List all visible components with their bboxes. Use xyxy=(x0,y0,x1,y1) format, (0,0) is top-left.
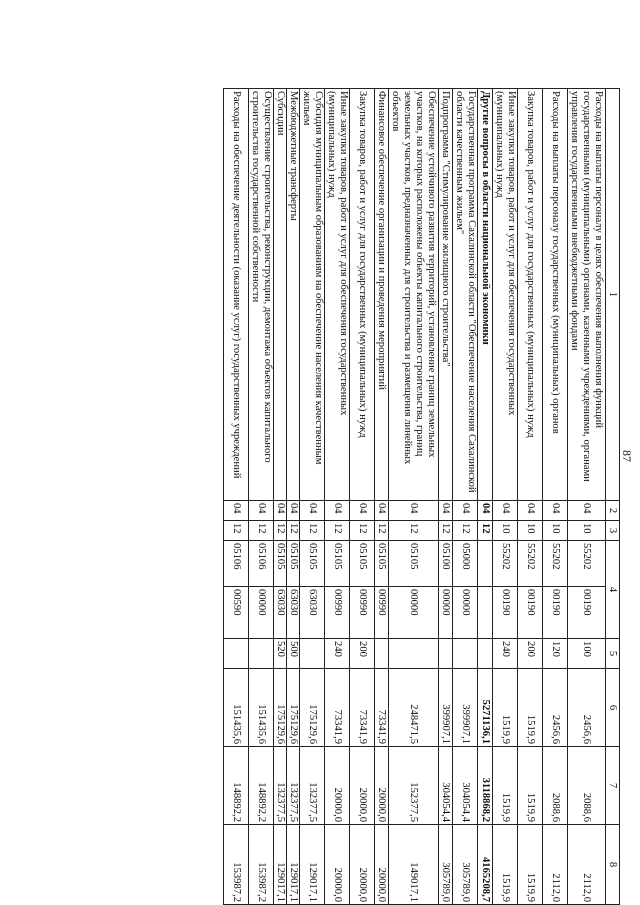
row-description: Иные закупки товаров, работ и услуг для обеспечения государственных (муниципальных) нужд xyxy=(493,89,518,501)
row-amount-col7: 20000,0 xyxy=(375,747,389,825)
row-subsection-code: 12 xyxy=(224,521,249,541)
row-target-direction-code: 00190 xyxy=(568,587,606,639)
row-expense-type-code xyxy=(249,639,274,669)
row-amount-col8: 2112,0 xyxy=(568,825,606,905)
row-description: Подпрограмма "Стимулирование жилищного строительства" xyxy=(439,89,453,501)
row-target-direction-code: 00990 xyxy=(375,587,389,639)
row-amount-col7: 2088,6 xyxy=(543,747,568,825)
row-amount-col8: 20000,0 xyxy=(325,825,350,905)
row-expense-type-code xyxy=(375,639,389,669)
row-expense-type-code xyxy=(389,639,439,669)
row-target-article-code: 05105 xyxy=(350,541,375,587)
row-description: Субсидии xyxy=(274,89,287,501)
row-subsection-code: 12 xyxy=(325,521,350,541)
row-amount-col8: 153987,2 xyxy=(249,825,274,905)
row-target-direction-code xyxy=(478,587,493,639)
col-header-6: 6 xyxy=(606,669,620,747)
row-target-direction-code: 63030 xyxy=(274,587,287,639)
row-expense-type-code xyxy=(224,639,249,669)
row-expense-type-code: 500 xyxy=(287,639,300,669)
row-amount-col7: 152377,5 xyxy=(389,747,439,825)
row-target-article-code: 05106 xyxy=(249,541,274,587)
table-row xyxy=(224,89,249,905)
row-expense-type-code: 240 xyxy=(493,639,518,669)
row-amount-col6: 73341,9 xyxy=(350,669,375,747)
row-amount-col6: 5271136,1 xyxy=(478,669,493,747)
row-description: Государственная программа Сахалинской области "Обеспечение населения Сахалинской области качественным жильем" xyxy=(453,89,478,501)
row-subsection-code: 12 xyxy=(274,521,287,541)
row-target-direction-code: 00590 xyxy=(224,587,249,639)
row-amount-col7: 132377,5 xyxy=(300,747,325,825)
row-expense-type-code xyxy=(478,639,493,669)
row-subsection-code: 12 xyxy=(287,521,300,541)
row-section-code: 04 xyxy=(543,501,568,521)
row-subsection-code: 12 xyxy=(300,521,325,541)
row-target-direction-code: 00000 xyxy=(389,587,439,639)
table-row xyxy=(287,89,300,905)
row-amount-col6: 151435,6 xyxy=(249,669,274,747)
row-target-direction-code: 00190 xyxy=(518,587,543,639)
row-amount-col8: 129017,1 xyxy=(300,825,325,905)
row-amount-col6: 2456,6 xyxy=(543,669,568,747)
row-amount-col6: 2456,6 xyxy=(568,669,606,747)
row-section-code: 04 xyxy=(518,501,543,521)
row-target-article-code: 55202 xyxy=(543,541,568,587)
row-subsection-code: 12 xyxy=(439,521,453,541)
row-section-code: 04 xyxy=(224,501,249,521)
row-description: Иные закупки товаров, работ и услуг для обеспечения государственных (муниципальных) нужд xyxy=(325,89,350,501)
row-target-direction-code: 00990 xyxy=(350,587,375,639)
row-amount-col8: 1519,9 xyxy=(493,825,518,905)
row-target-direction-code: 00190 xyxy=(493,587,518,639)
row-expense-type-code: 200 xyxy=(350,639,375,669)
row-target-article-code: 05105 xyxy=(375,541,389,587)
row-amount-col6: 175129,6 xyxy=(287,669,300,747)
table-row xyxy=(274,89,287,905)
row-description: Осуществление строительства, реконструкции, демонтажа объектов капитального строительства государственной собственности xyxy=(249,89,274,501)
row-expense-type-code xyxy=(439,639,453,669)
row-target-direction-code: 00000 xyxy=(453,587,478,639)
row-section-code: 04 xyxy=(287,501,300,521)
row-amount-col6: 1519,9 xyxy=(518,669,543,747)
row-target-article-code: 05100 xyxy=(439,541,453,587)
row-amount-col7: 20000,0 xyxy=(350,747,375,825)
row-amount-col7: 304054,4 xyxy=(453,747,478,825)
col-header-7: 7 xyxy=(606,747,620,825)
table-row xyxy=(493,89,518,905)
row-section-code: 04 xyxy=(478,501,493,521)
table-row xyxy=(518,89,543,905)
row-subsection-code: 12 xyxy=(389,521,439,541)
row-subsection-code: 12 xyxy=(453,521,478,541)
row-target-direction-code: 00990 xyxy=(325,587,350,639)
row-description: Другие вопросы в области национальной экономики xyxy=(478,89,493,501)
row-amount-col8: 2112,0 xyxy=(543,825,568,905)
row-section-code: 04 xyxy=(375,501,389,521)
row-amount-col8: 153987,2 xyxy=(224,825,249,905)
row-amount-col7: 2088,6 xyxy=(568,747,606,825)
row-amount-col6: 399907,1 xyxy=(453,669,478,747)
row-target-direction-code: 63030 xyxy=(287,587,300,639)
col-header-5: 5 xyxy=(606,639,620,669)
row-expense-type-code: 240 xyxy=(325,639,350,669)
row-target-article-code: 05105 xyxy=(300,541,325,587)
row-amount-col8: 129017,1 xyxy=(287,825,300,905)
row-expense-type-code: 200 xyxy=(518,639,543,669)
row-description: Субсидия муниципальным образованиям на обеспечение населения качественным жильем xyxy=(300,89,325,501)
table-row xyxy=(325,89,350,905)
row-subsection-code: 12 xyxy=(375,521,389,541)
row-amount-col8: 20000,0 xyxy=(375,825,389,905)
budget-table xyxy=(223,88,620,905)
row-target-article-code: 05105 xyxy=(274,541,287,587)
row-subsection-code: 10 xyxy=(568,521,606,541)
row-amount-col7: 1519,9 xyxy=(493,747,518,825)
column-number-row xyxy=(606,89,620,905)
table-row xyxy=(350,89,375,905)
row-amount-col7: 148892,2 xyxy=(224,747,249,825)
col-header-2: 2 xyxy=(606,501,620,521)
row-amount-col8: 4165208,7 xyxy=(478,825,493,905)
row-target-direction-code: 63030 xyxy=(300,587,325,639)
row-target-article-code: 55202 xyxy=(493,541,518,587)
col-header-4: 4 xyxy=(606,541,620,639)
row-expense-type-code xyxy=(300,639,325,669)
row-subsection-code: 12 xyxy=(478,521,493,541)
row-description: Закупка товаров, работ и услуг для государственных (муниципальных) нужд xyxy=(518,89,543,501)
row-amount-col7: 132377,5 xyxy=(274,747,287,825)
row-target-article-code xyxy=(478,541,493,587)
row-section-code: 04 xyxy=(249,501,274,521)
row-description: Межбюджетные трансферты xyxy=(287,89,300,501)
table-row xyxy=(568,89,606,905)
row-target-article-code: 05105 xyxy=(389,541,439,587)
row-section-code: 04 xyxy=(453,501,478,521)
row-target-article-code: 05105 xyxy=(287,541,300,587)
row-target-article-code: 55202 xyxy=(568,541,606,587)
row-amount-col6: 175129,6 xyxy=(274,669,287,747)
row-subsection-code: 10 xyxy=(518,521,543,541)
table-row xyxy=(439,89,453,905)
page-number: 87 xyxy=(620,450,634,462)
row-description: Расходы на обеспечение деятельности (оказание услуг) государственных учреждений xyxy=(224,89,249,501)
row-target-direction-code: 00190 xyxy=(543,587,568,639)
row-subsection-code: 12 xyxy=(249,521,274,541)
col-header-3: 3 xyxy=(606,521,620,541)
table-row xyxy=(453,89,478,905)
row-amount-col8: 305789,0 xyxy=(439,825,453,905)
table-row xyxy=(375,89,389,905)
row-amount-col8: 305789,0 xyxy=(453,825,478,905)
row-description: Финансовое обеспечение организации и проведения мероприятий xyxy=(375,89,389,501)
row-amount-col8: 1519,9 xyxy=(518,825,543,905)
table-row xyxy=(543,89,568,905)
row-subsection-code: 12 xyxy=(350,521,375,541)
row-amount-col6: 175129,6 xyxy=(300,669,325,747)
row-amount-col7: 304054,4 xyxy=(439,747,453,825)
row-section-code: 04 xyxy=(325,501,350,521)
row-expense-type-code: 120 xyxy=(543,639,568,669)
row-section-code: 04 xyxy=(274,501,287,521)
row-section-code: 04 xyxy=(568,501,606,521)
row-amount-col7: 148892,2 xyxy=(249,747,274,825)
row-section-code: 04 xyxy=(439,501,453,521)
row-target-direction-code: 00000 xyxy=(249,587,274,639)
row-section-code: 04 xyxy=(493,501,518,521)
row-section-code: 04 xyxy=(389,501,439,521)
row-section-code: 04 xyxy=(350,501,375,521)
row-amount-col8: 149017,1 xyxy=(389,825,439,905)
table-row xyxy=(300,89,325,905)
row-description: Закупка товаров, работ и услуг для государственных (муниципальных) нужд xyxy=(350,89,375,501)
row-amount-col6: 73341,9 xyxy=(325,669,350,747)
row-amount-col8: 20000,0 xyxy=(350,825,375,905)
row-description: Расходы на выплаты персоналу в целях обеспечения выполнения функций государственными (муниципальными) органами, казенными учреждениями, органами управления государственными внебюджетными фондами xyxy=(568,89,606,501)
table-row xyxy=(478,89,493,905)
table-row xyxy=(249,89,274,905)
row-description: Расходы на выплаты персоналу государственных (муниципальных) органов xyxy=(543,89,568,501)
row-amount-col7: 132377,5 xyxy=(287,747,300,825)
row-amount-col6: 248471,5 xyxy=(389,669,439,747)
row-amount-col7: 3118868,2 xyxy=(478,747,493,825)
row-target-article-code: 55202 xyxy=(518,541,543,587)
row-expense-type-code xyxy=(453,639,478,669)
row-target-direction-code: 00000 xyxy=(439,587,453,639)
row-amount-col6: 1519,9 xyxy=(493,669,518,747)
row-amount-col6: 151435,6 xyxy=(224,669,249,747)
row-amount-col7: 20000,0 xyxy=(325,747,350,825)
row-amount-col7: 1519,9 xyxy=(518,747,543,825)
col-header-8: 8 xyxy=(606,825,620,905)
row-target-article-code: 05105 xyxy=(325,541,350,587)
row-description: Обеспечение устойчивого развития территорий, установление границ земельных участков, на которых расположены объекты капитального строительства, границ земельных участков, предназначенных для строительства и размещения линейных объектов xyxy=(389,89,439,501)
row-amount-col6: 73341,9 xyxy=(375,669,389,747)
row-subsection-code: 10 xyxy=(543,521,568,541)
col-header-1: 1 xyxy=(606,89,620,501)
row-subsection-code: 10 xyxy=(493,521,518,541)
row-amount-col6: 399907,1 xyxy=(439,669,453,747)
row-target-article-code: 05106 xyxy=(224,541,249,587)
row-section-code: 04 xyxy=(300,501,325,521)
row-amount-col8: 129017,1 xyxy=(274,825,287,905)
row-target-article-code: 05000 xyxy=(453,541,478,587)
row-expense-type-code: 520 xyxy=(274,639,287,669)
table-row xyxy=(389,89,439,905)
row-expense-type-code: 100 xyxy=(568,639,606,669)
